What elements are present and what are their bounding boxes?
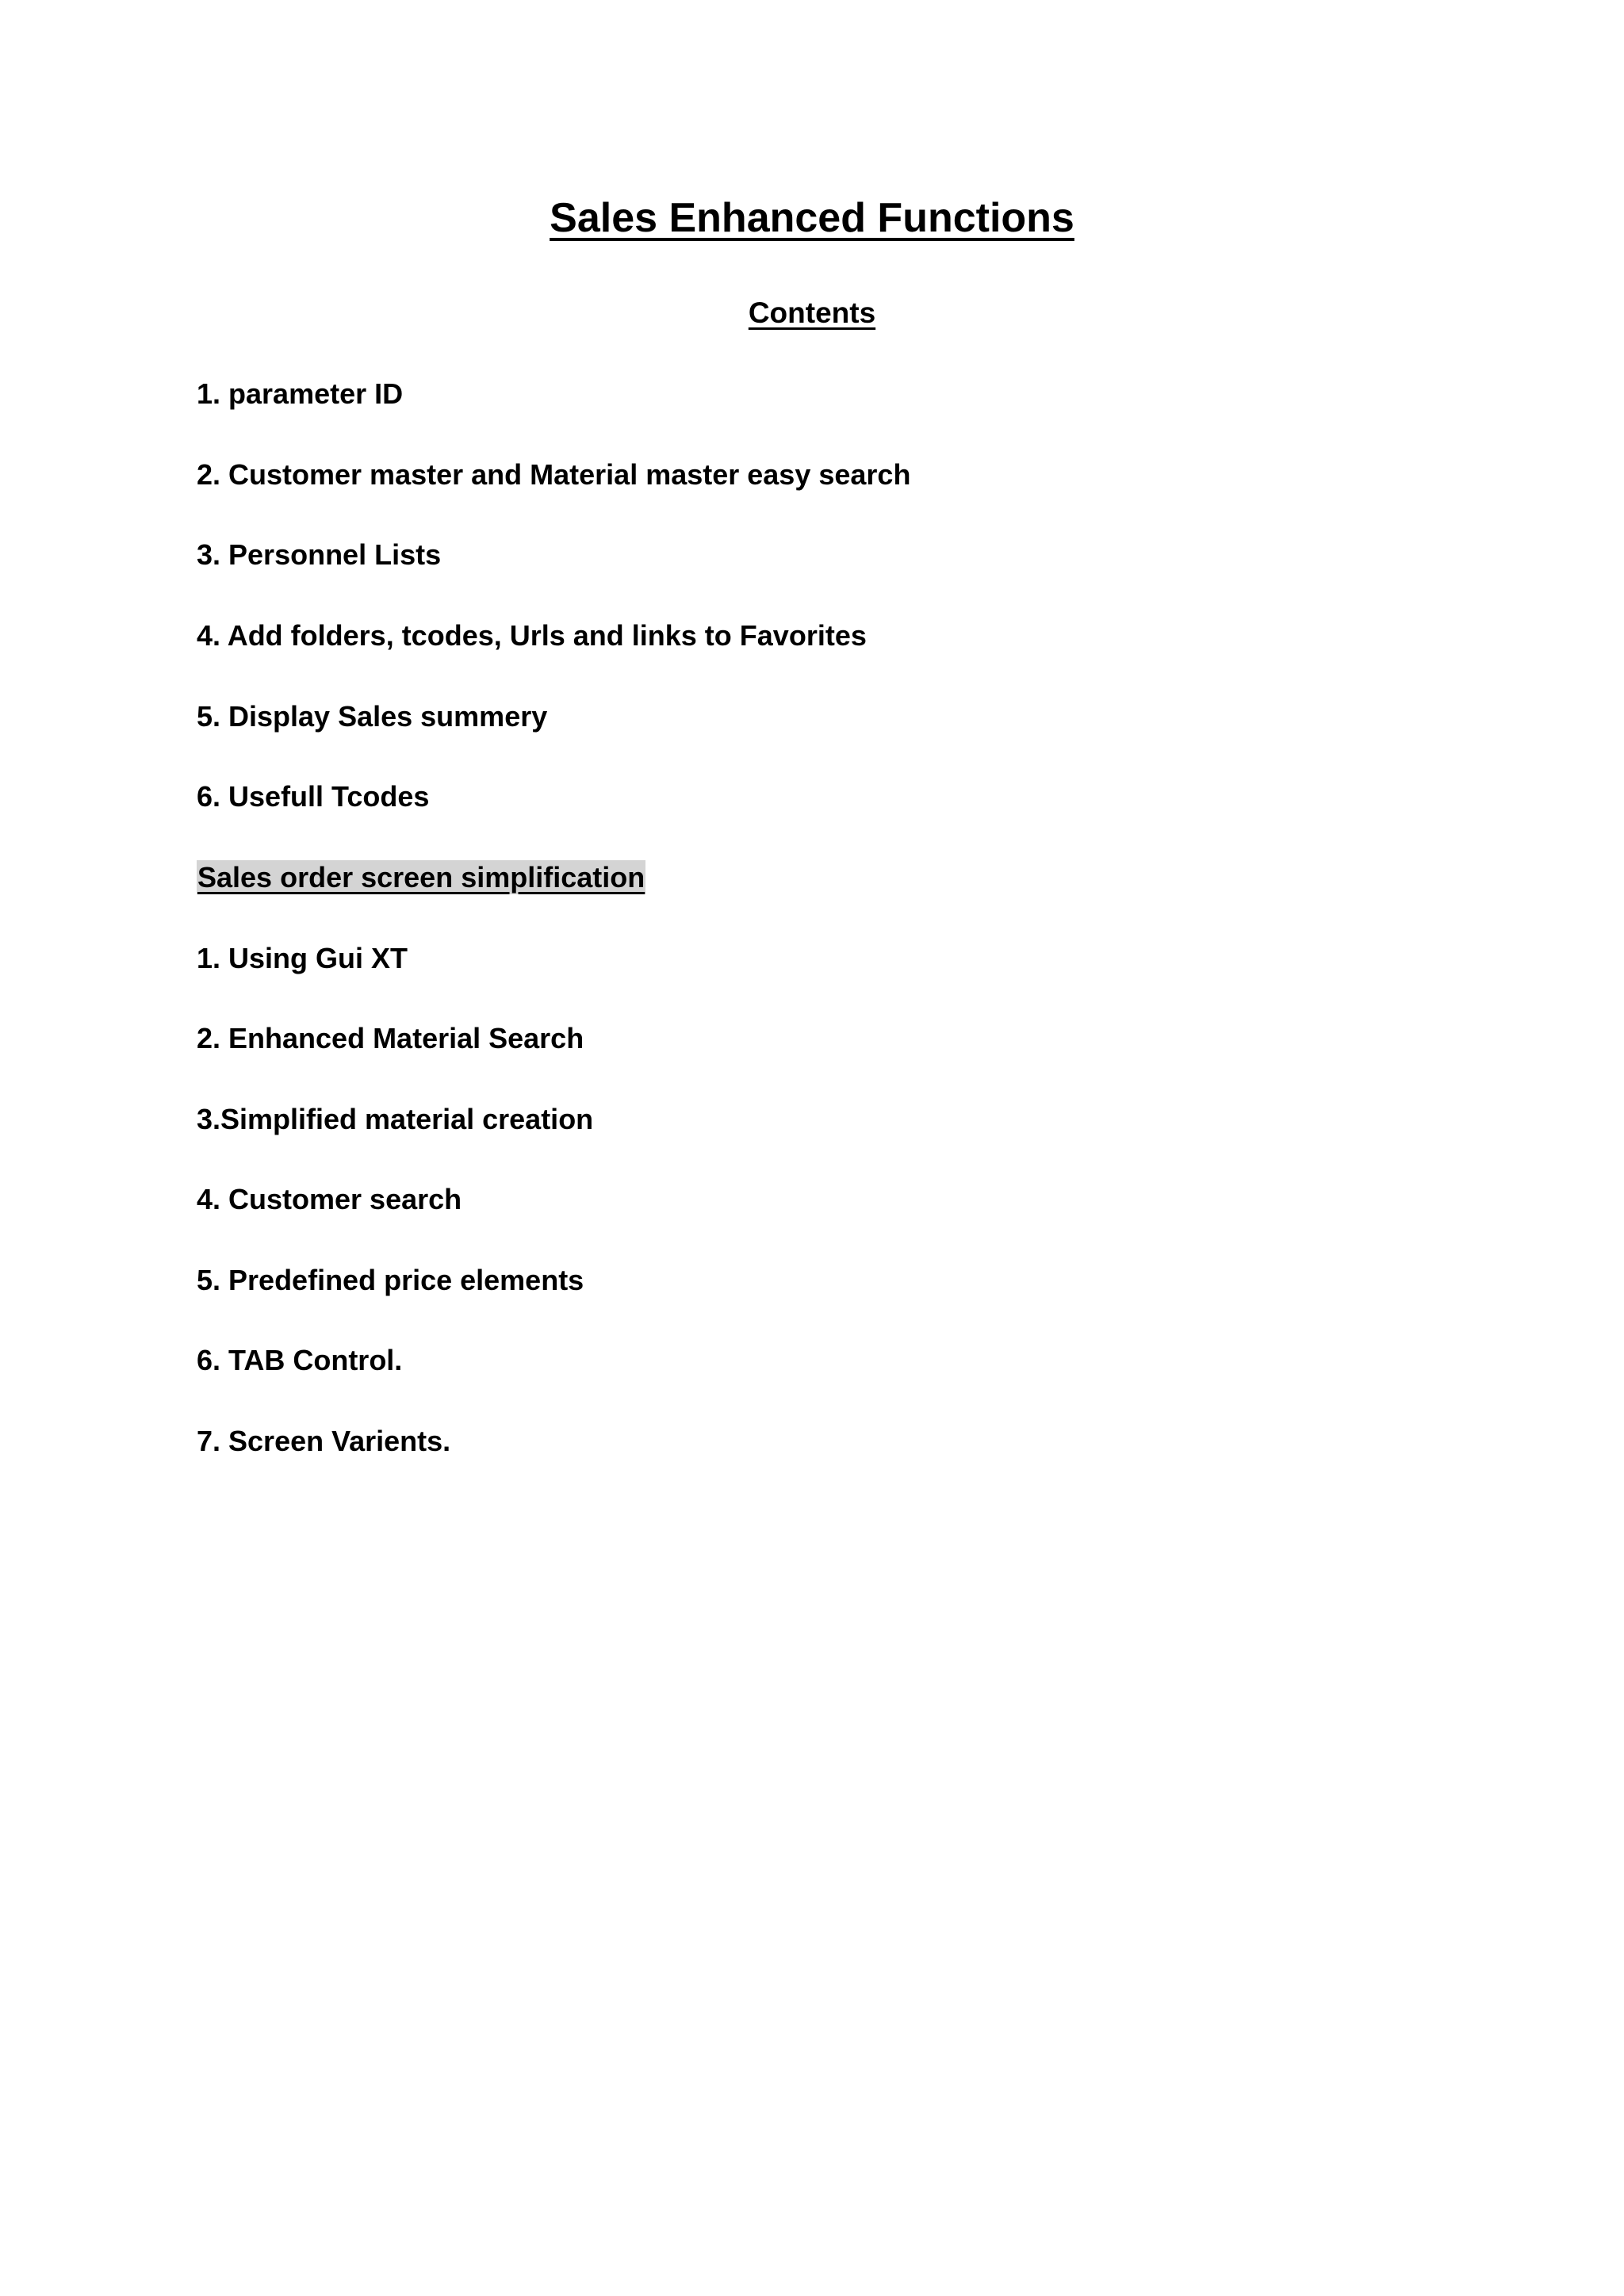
contents-item: 4. Add folders, tcodes, Urls and links to Favorites — [197, 619, 867, 652]
section-item: 5. Predefined price elements — [197, 1264, 584, 1296]
section-item: 1. Using Gui XT — [197, 942, 408, 974]
document-title: Sales Enhanced Functions — [550, 195, 1074, 241]
contents-item: 1. parameter ID — [197, 377, 404, 410]
contents-item: 2. Customer master and Material master easy search — [197, 458, 911, 491]
section-item: 4. Customer search — [197, 1183, 462, 1215]
section-heading: Sales order screen simplification — [197, 861, 645, 894]
contents-item: 5. Display Sales summery — [197, 700, 548, 733]
section-item: 2. Enhanced Material Search — [197, 1022, 584, 1054]
contents-heading: Contents — [748, 297, 876, 329]
section-item: 7. Screen Varients. — [197, 1425, 451, 1457]
contents-item: 3. Personnel Lists — [197, 538, 442, 571]
section-item: 3.Simplified material creation — [197, 1103, 594, 1135]
section-item: 6. TAB Control. — [197, 1344, 403, 1376]
contents-item: 6. Usefull Tcodes — [197, 780, 430, 813]
